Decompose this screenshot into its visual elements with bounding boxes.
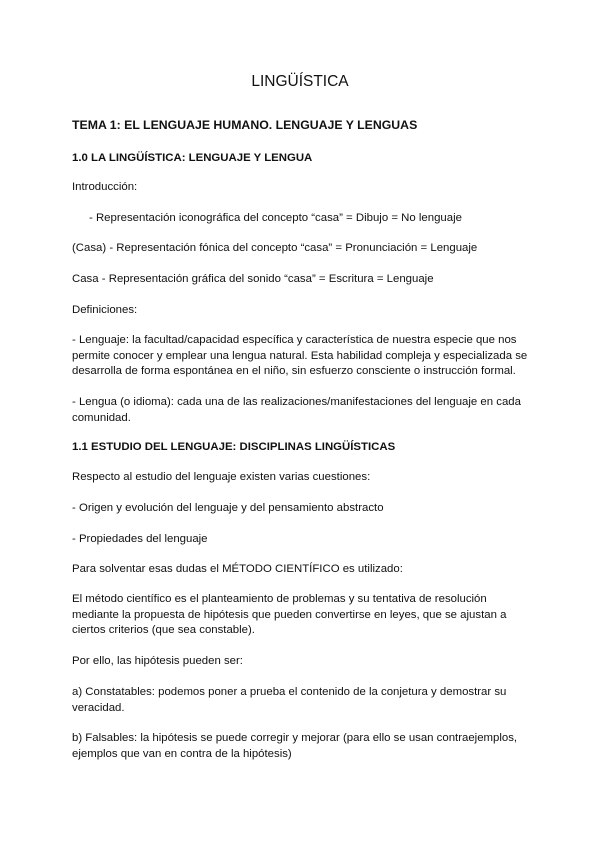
- respecto-paragraph: Respecto al estudio del lenguaje existen varias cuestiones:: [72, 471, 371, 483]
- section-1-0-heading: 1.0 LA LINGÜÍSTICA: LENGUAJE Y LENGUA: [72, 152, 313, 164]
- metodo-intro-paragraph: Para solventar esas dudas el MÉTODO CIENTÍFICO es utilizado:: [72, 563, 403, 575]
- intro-line-graphic: Casa - Representación gráfica del sonido “casa” = Escritura = Lenguaje: [72, 273, 434, 285]
- list-item-propiedades: - Propiedades del lenguaje: [72, 533, 208, 545]
- metodo-definition-paragraph: El método científico es el planteamiento de problemas y su tentativa de resolución mediante la propuesta de hipótesis que pueden convertirse en leyes, que se ajustan a ciertos criterios (que sea constable).: [72, 593, 507, 636]
- definition-lenguaje: - Lenguaje: la facultad/capacidad específica y característica de nuestra especie que nos permite conocer y emplear una lengua natural. Esta habilidad compleja y especializada se desarrolla de forma espontánea en el niño, sin esfuerzo consciente o instrucción formal.: [72, 334, 528, 377]
- intro-line-phonic: (Casa) - Representación fónica del concepto “casa” = Pronunciación = Lenguaje: [72, 242, 478, 254]
- tema-heading: TEMA 1: EL LENGUAJE HUMANO. LENGUAJE Y LENGUAS: [72, 118, 418, 132]
- hipotesis-intro: Por ello, las hipótesis pueden ser:: [72, 655, 243, 667]
- intro-label: Introducción:: [72, 181, 138, 193]
- section-1-1-heading: 1.1 ESTUDIO DEL LENGUAJE: DISCIPLINAS LINGÜÍSTICAS: [72, 441, 396, 453]
- document-title: LINGÜÍSTICA: [251, 73, 349, 90]
- intro-line-iconographic: - Representación iconográfica del concepto “casa” = Dibujo = No lenguaje: [89, 212, 462, 224]
- definitions-label: Definiciones:: [72, 304, 138, 316]
- list-item-origen: - Origen y evolución del lenguaje y del pensamiento abstracto: [72, 502, 384, 514]
- definition-lengua: - Lengua (o idioma): cada una de las realizaciones/manifestaciones del lenguaje en cada comunidad.: [72, 396, 521, 424]
- list-item-constatables: a) Constatables: podemos poner a prueba el contenido de la conjetura y demostrar su veracidad.: [72, 686, 507, 714]
- list-item-falsables: b) Falsables: la hipótesis se puede corregir y mejorar (para ello se usan contraejemplos, ejemplos que van en contra de la hipótesis): [72, 732, 518, 760]
